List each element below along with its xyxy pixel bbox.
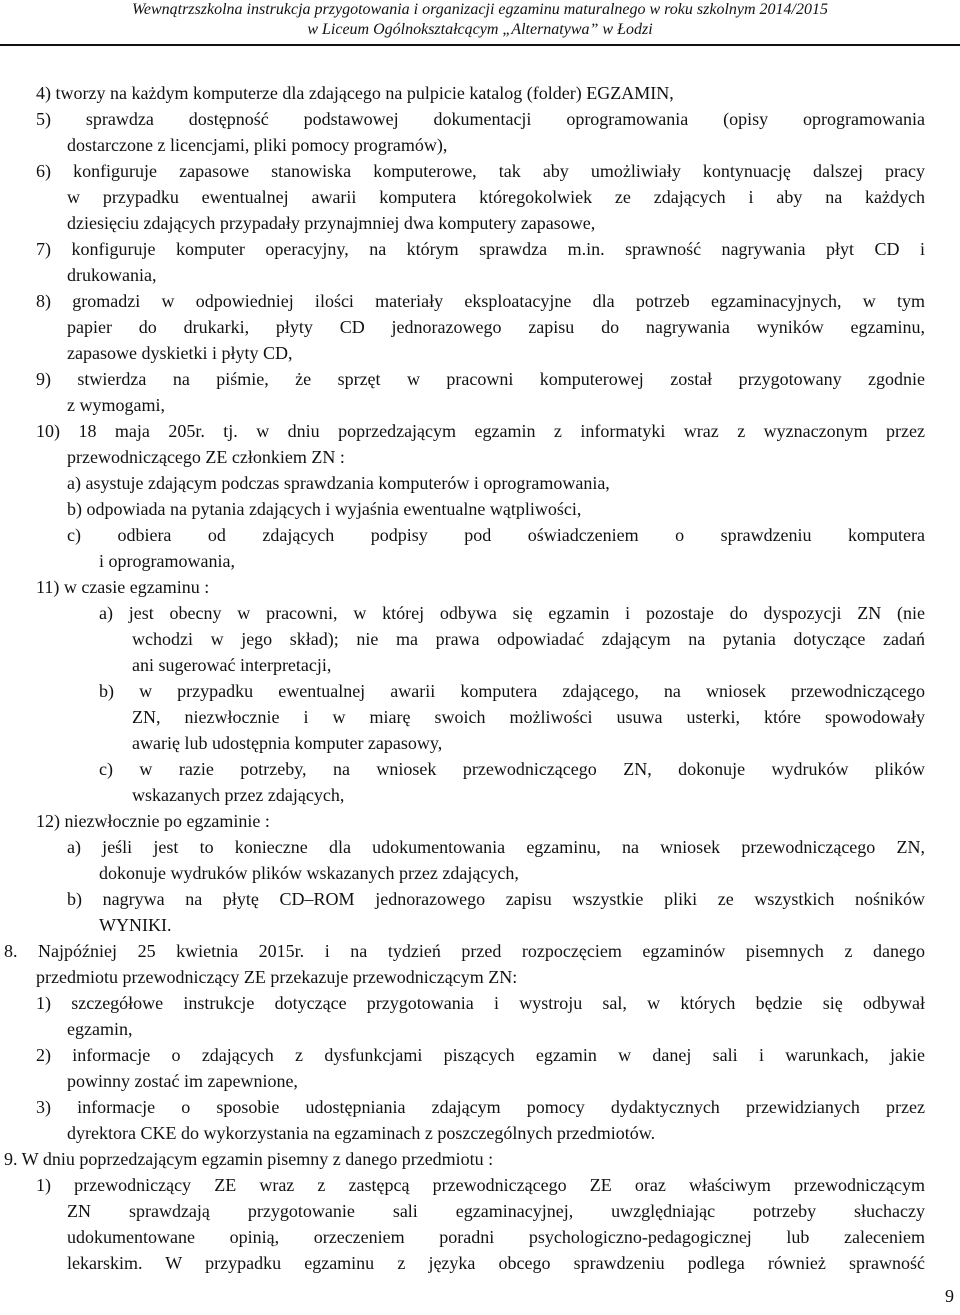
text-line: b) nagrywa na płytę CD–ROM jednorazowego zapisu wszystkie pliki ze wszystkich nośników [67, 889, 925, 909]
text-line: ani sugerować interpretacji, [132, 655, 332, 675]
text-line: przewodniczącego ZE członkiem ZN : [67, 447, 345, 467]
text-line: 1) szczegółowe instrukcje dotyczące przygotowania i wystroju sal, w których będzie się odbywał [36, 993, 925, 1013]
text-line: a) jest obecny w pracowni, w której odbywa się egzamin i pozostaje do dyspozycji ZN (nie [99, 603, 925, 623]
text-line: 11) w czasie egzaminu : [36, 577, 210, 597]
text-line: powinny zostać im zapewnione, [67, 1071, 298, 1091]
text-line: i oprogramowania, [99, 551, 235, 571]
header-line-2: w Liceum Ogólnokształcącym „Alternatywa” w Łodzi [307, 21, 653, 38]
text-line: 10) 18 maja 205r. tj. w dniu poprzedzającym egzamin z informatyki wraz z wyznaczonym przez [36, 421, 925, 441]
text-line: 5) sprawdza dostępność podstawowej dokumentacji oprogramowania (opisy oprogramowania [36, 109, 925, 129]
text-line: wskazanych przez zdających, [132, 785, 345, 805]
text-line: dostarczone z licencjami, pliki pomocy programów), [67, 135, 448, 155]
text-line: c) odbiera od zdających podpisy pod oświadczeniem o sprawdzeniu komputera [67, 525, 925, 545]
text-line: dyrektora CKE do wykorzystania na egzaminach z poszczególnych przedmiotów. [67, 1123, 656, 1143]
header-line-1: Wewnątrzszkolna instrukcja przygotowania i organizacji egzaminu maturalnego w roku szkolnym 2014/2015 [132, 1, 828, 18]
header-rule [0, 44, 960, 46]
text-line: ZN, niezwłocznie i w miarę swoich możliwości usuwa usterki, które spowodowały [132, 707, 925, 727]
text-line: 8) gromadzi w odpowiedniej ilości materiały eksploatacyjne dla potrzeb egzaminacyjnych, w tym [36, 291, 925, 311]
text-line: wchodzi w jego skład); nie ma prawa odpowiadać zdającym na pytania dotyczące zadań [132, 629, 925, 649]
text-line: papier do drukarki, płyty CD jednorazowego zapisu do nagrywania wyników egzaminu, [67, 317, 925, 337]
text-line: 9. W dniu poprzedzającym egzamin pisemny z danego przedmiotu : [4, 1149, 494, 1169]
text-line: dziesięciu zdających przypadały przynajmniej dwa komputery zapasowe, [67, 213, 596, 233]
text-line: lekarskim. W przypadku egzaminu z języka obcego sprawdzeniu podlega również sprawność [67, 1253, 925, 1273]
text-line: drukowania, [67, 265, 157, 285]
text-line: 12) niezwłocznie po egzaminie : [36, 811, 270, 831]
text-line: b) w przypadku ewentualnej awarii komputera zdającego, na wniosek przewodniczącego [99, 681, 925, 701]
page-number: 9 [945, 1286, 954, 1306]
text-line: 9) stwierdza na piśmie, że sprzęt w pracowni komputerowej został przygotowany zgodnie [36, 369, 925, 389]
text-line: a) jeśli jest to konieczne dla udokumentowania egzaminu, na wniosek przewodniczącego ZN, [67, 837, 925, 857]
text-line: egzamin, [67, 1019, 133, 1039]
text-line: 6) konfiguruje zapasowe stanowiska komputerowe, tak aby umożliwiały kontynuację dalszej pracy [36, 161, 925, 181]
text-line: z wymogami, [67, 395, 165, 415]
text-line: w przypadku ewentualnej awarii komputera któregokolwiek ze zdających i aby na każdych [67, 187, 925, 207]
text-line: 8. Najpóźniej 25 kwietnia 2015r. i na tydzień przed rozpoczęciem egzaminów pisemnych z danego [4, 941, 925, 961]
text-line: udokumentowane opinią, orzeczeniem poradni psychologiczno-pedagogicznej lub zaleceniem [67, 1227, 925, 1247]
text-line: WYNIKI. [99, 915, 172, 935]
text-line: 4) tworzy na każdym komputerze dla zdającego na pulpicie katalog (folder) EGZAMIN, [36, 83, 674, 103]
text-line: ZN sprawdzają przygotowanie sali egzaminacyjnej, uwzględniając potrzeby słuchaczy [67, 1201, 925, 1221]
text-line: b) odpowiada na pytania zdających i wyjaśnia ewentualne wątpliwości, [67, 499, 582, 519]
text-line: c) w razie potrzeby, na wniosek przewodniczącego ZN, dokonuje wydruków plików [99, 759, 925, 779]
text-line: 7) konfiguruje komputer operacyjny, na którym sprawdza m.in. sprawność nagrywania płyt CD i [36, 239, 925, 259]
text-line: 2) informacje o zdających z dysfunkcjami piszących egzamin w danej sali i warunkach, jakie [36, 1045, 925, 1065]
text-line: awarię lub udostępnia komputer zapasowy, [132, 733, 443, 753]
page-header [0, 0, 960, 40]
text-line: a) asystuje zdającym podczas sprawdzania komputerów i oprogramowania, [67, 473, 610, 493]
text-line: dokonuje wydruków plików wskazanych przez zdających, [99, 863, 519, 883]
text-line: zapasowe dyskietki i płyty CD, [67, 343, 293, 363]
text-line: przedmiotu przewodniczący ZE przekazuje przewodniczącym ZN: [36, 967, 518, 987]
text-line: 1) przewodniczący ZE wraz z zastępcą przewodniczącego ZE oraz właściwym przewodniczącym [36, 1175, 925, 1195]
text-line: 3) informacje o sposobie udostępniania zdającym pomocy dydaktycznych przewidzianych przez [36, 1097, 925, 1117]
